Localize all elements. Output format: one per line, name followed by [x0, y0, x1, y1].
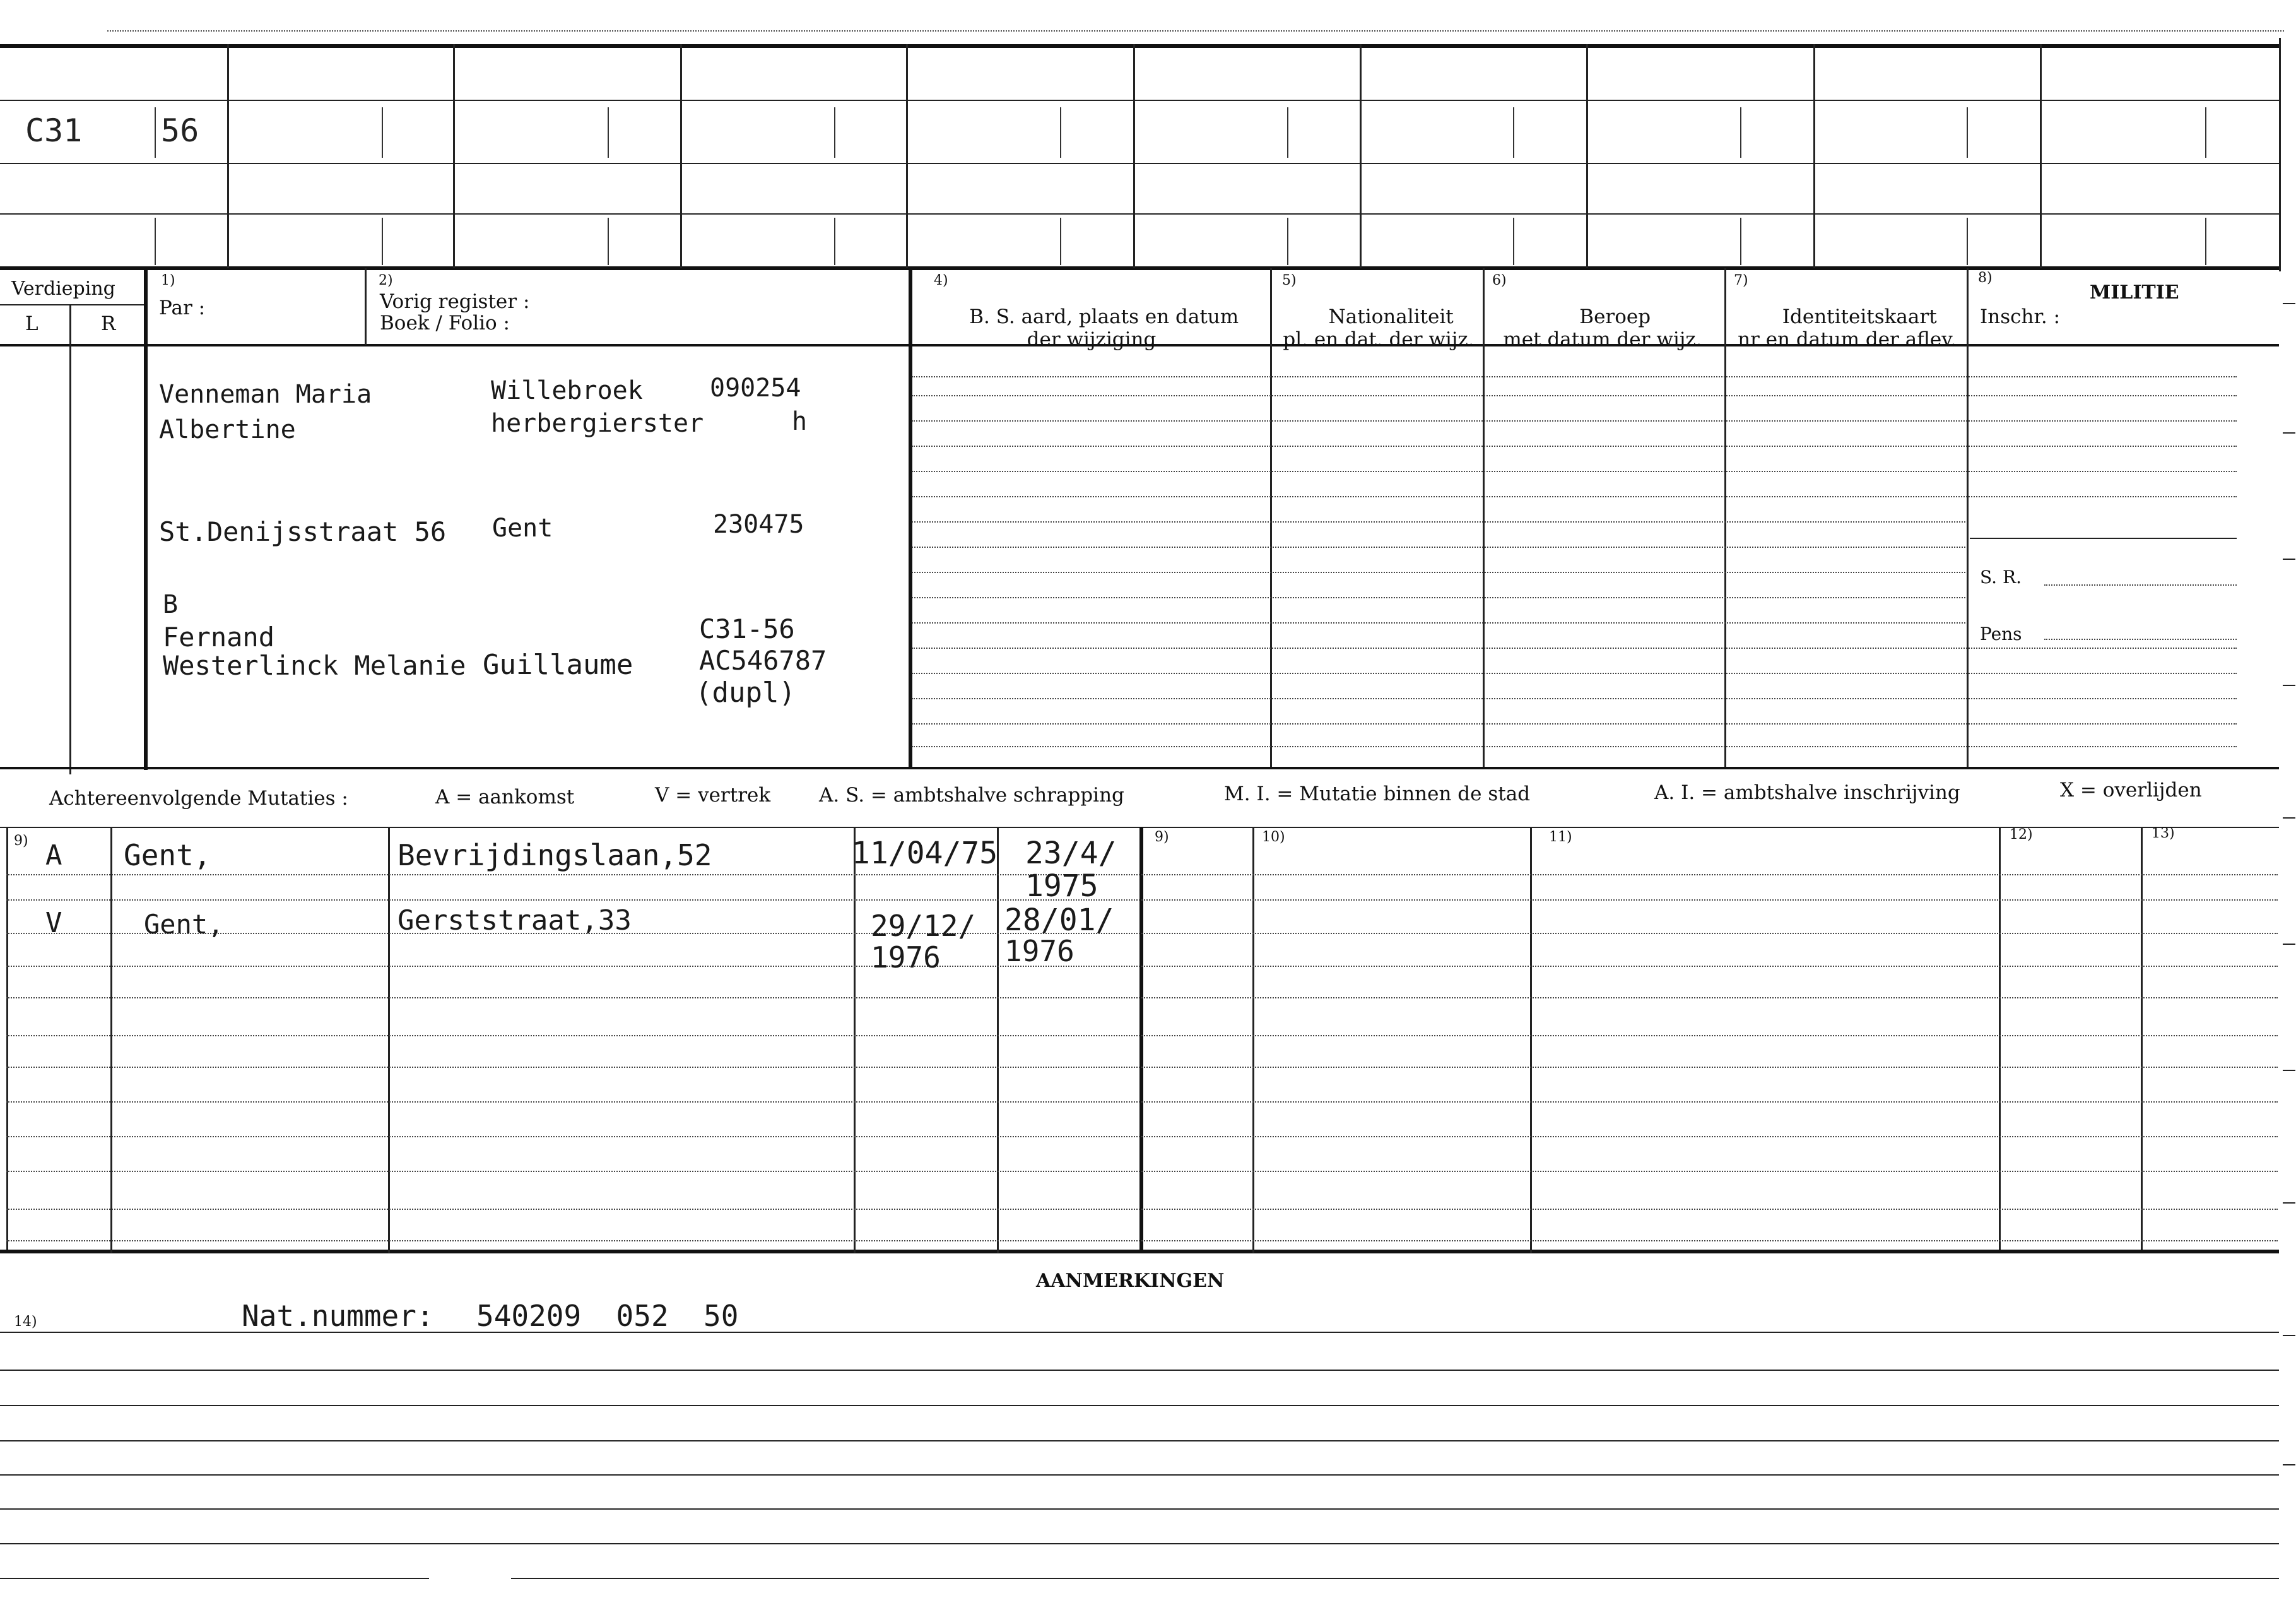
remarks-nat-value: 540209 052 50	[476, 1299, 739, 1333]
legend-as: A. S. = ambtshalve schrapping	[819, 784, 1124, 807]
mutation-2-date1-line1: 29/12/	[871, 909, 976, 943]
legend-x: X = overlijden	[2060, 779, 2202, 802]
header-identiteitskaart: Identiteitskaart nr en datum der aflev.	[1738, 305, 1957, 351]
person-address: St.Denijsstraat 56	[159, 516, 447, 547]
person-name-line1: Venneman Maria	[159, 380, 372, 409]
person-id-note: (dupl)	[695, 677, 796, 709]
header-boek-folio: Boek / Folio :	[380, 312, 510, 334]
sr-label: S. R.	[1980, 567, 2022, 588]
mutation-1-place: Gent,	[124, 838, 211, 872]
header-beroep: Beroep met datum der wijz.	[1503, 305, 1702, 351]
person-father: Fernand	[163, 622, 275, 653]
person-birthdate: 090254	[710, 374, 801, 403]
header-par: Par :	[159, 297, 206, 319]
person-occupation: herbergierster	[491, 409, 704, 438]
remarks-title: AANMERKINGEN	[1036, 1270, 1225, 1292]
legend-ai: A. I. = ambtshalve inschrijving	[1654, 781, 1960, 804]
legend-a: A = aankomst	[435, 786, 575, 808]
header-militie: MILITIE	[2090, 281, 2179, 304]
mutation-1-date1: 11/04/75	[852, 836, 998, 871]
register-code-right: 56	[161, 112, 199, 149]
floor-title: Verdieping	[11, 278, 115, 300]
header-vorig-register: Vorig register :	[380, 290, 530, 313]
mutation-2-address: Gerststraat,33	[397, 904, 632, 937]
header-nationaliteit: Nationaliteit pl. en dat. der wijz.	[1283, 305, 1475, 351]
person-birthplace: Willebroek	[491, 376, 643, 405]
remarks-nat-label: Nat.nummer:	[242, 1299, 434, 1333]
person-mother: Westerlinck Melanie	[163, 650, 466, 681]
person-mother-extra: Guillaume	[483, 649, 633, 681]
mutation-2-date2-line2: 1976	[1004, 934, 1074, 968]
mutation-2-date2-line1: 28/01/	[1004, 903, 1114, 938]
person-id-card: AC546787	[699, 645, 827, 676]
legend-mi: M. I. = Mutatie binnen de stad	[1224, 783, 1531, 805]
person-register-date: 230475	[713, 510, 804, 539]
mutation-1-date2-line1: 23/4/	[1025, 836, 1117, 871]
person-sex: h	[792, 407, 808, 436]
legend-title: Achtereenvolgende Mutaties :	[49, 787, 348, 810]
mutation-2-type: V	[45, 907, 62, 939]
register-code-left: C31	[25, 112, 83, 149]
legend-v: V = vertrek	[655, 784, 771, 807]
person-name-line2: Albertine	[159, 415, 296, 444]
pens-label: Pens	[1980, 624, 2022, 644]
mutation-2-place: Gent,	[144, 909, 224, 940]
mutation-1-type: A	[45, 839, 62, 872]
header-bs: B. S. aard, plaats en datum der wijziging	[969, 305, 1239, 351]
header-inschr: Inschr. :	[1980, 305, 2061, 328]
floor-left: L	[25, 312, 38, 335]
mutation-1-date2-line2: 1975	[1025, 868, 1098, 904]
mutation-2-date1-line2: 1976	[871, 940, 941, 974]
person-prev-register: Gent	[492, 514, 553, 543]
floor-right: R	[101, 312, 116, 335]
person-ref: C31-56	[699, 613, 795, 644]
mutation-1-address: Bevrijdingslaan,52	[397, 838, 712, 872]
person-marital: B	[163, 590, 179, 619]
remarks-number: 14)	[14, 1314, 37, 1330]
